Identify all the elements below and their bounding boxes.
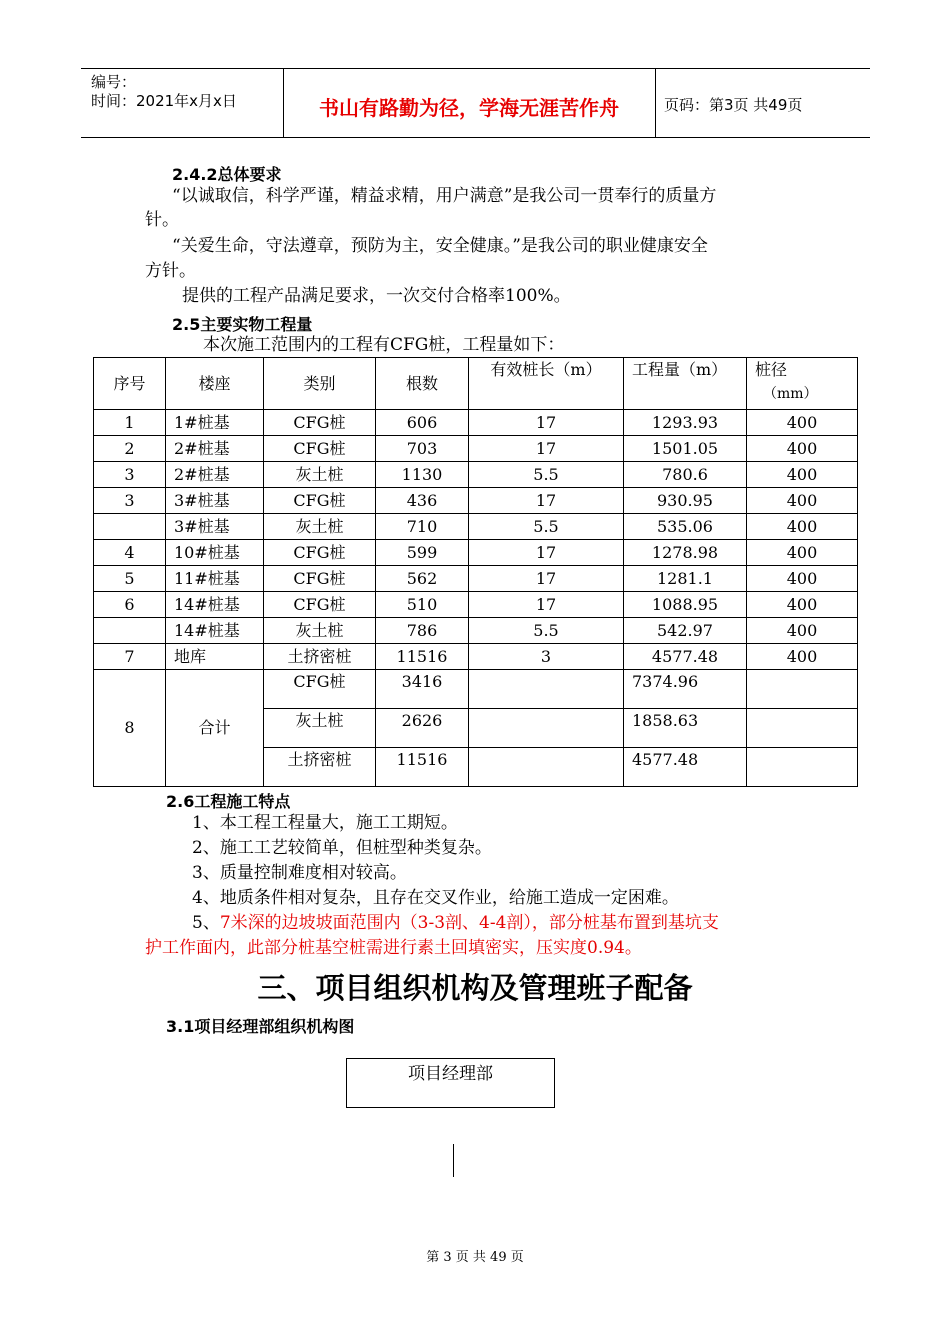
cell-length [469,748,624,787]
header-building: 楼座 [166,358,264,410]
table-row [94,436,858,462]
cell-count: 11516 [376,748,469,787]
header-diameter-unit: （mm） [763,386,818,402]
header-count: 根数 [376,358,469,410]
section-3-1-title: 3.1项目经理部组织机构图 [166,1017,355,1036]
table-row-total [94,670,858,709]
cell-quantity: 7374.96 [624,670,747,709]
cell-quantity: 535.06 [624,514,747,540]
cell-count: 1130 [376,462,469,488]
cell-type: CFG桩 [264,670,376,709]
header-page-info: 页码：第3页 共49页 [664,96,803,114]
cell-building: 2#桩基 [166,436,264,462]
cell-type: CFG桩 [264,436,376,462]
section-2-4-2-title: 2.4.2总体要求 [172,165,282,184]
feature-item: 3、质量控制难度相对较高。 [192,863,407,883]
cell-quantity: 4577.48 [624,748,747,787]
cell-quantity: 1293.93 [624,410,747,436]
cell-diameter [747,709,858,748]
cell-quantity: 780.6 [624,462,747,488]
section-2-6-title: 2.6工程施工特点 [166,792,291,811]
cell-no: 3 [94,462,166,488]
cell-count: 436 [376,488,469,514]
cell-count: 2626 [376,709,469,748]
cell-no: 6 [94,592,166,618]
paragraph-safety-policy: “关爱生命，守法遵章，预防为主，安全健康。”是我公司的职业健康安全 [172,236,708,256]
cell-building: 2#桩基 [166,462,264,488]
page-footer: 第 3 页 共 49 页 [426,1250,524,1265]
cell-quantity: 1088.95 [624,592,747,618]
cell-building: 11#桩基 [166,566,264,592]
cell-length: 17 [469,566,624,592]
org-chart-connector [453,1144,454,1177]
table-row [94,514,858,540]
cell-diameter: 400 [747,488,858,514]
table-intro: 本次施工范围内的工程有CFG桩，工程量如下： [203,335,565,355]
header-diameter [747,358,858,410]
cell-building: 3#桩基 [166,488,264,514]
cell-length: 3 [469,644,624,670]
header-quantity: 工程量（m） [624,358,747,410]
cell-type: CFG桩 [264,566,376,592]
paragraph-pass-rate: 提供的工程产品满足要求，一次交付合格率100%。 [182,286,571,306]
cell-no [94,618,166,644]
section-2-5-title: 2.5主要实物工程量 [172,315,313,334]
header-diameter-label: 桩径 [755,360,788,379]
table-row [94,592,858,618]
cell-length: 17 [469,436,624,462]
cell-type: 灰土桩 [264,462,376,488]
cell-building: 地库 [166,644,264,670]
paragraph-quality-policy-cont: 针。 [145,210,179,230]
cell-type: CFG桩 [264,540,376,566]
serial-label: 编号： [91,73,137,91]
cell-type: CFG桩 [264,592,376,618]
cell-length [469,709,624,748]
cell-type: 灰土桩 [264,618,376,644]
cell-diameter: 400 [747,462,858,488]
cell-no: 7 [94,644,166,670]
cell-building: 1#桩基 [166,410,264,436]
paragraph-safety-policy-cont: 方针。 [145,261,196,281]
cell-length: 17 [469,488,624,514]
cell-building: 3#桩基 [166,514,264,540]
cell-type: 灰土桩 [264,709,376,748]
cell-count: 510 [376,592,469,618]
cell-diameter [747,670,858,709]
cell-type: CFG桩 [264,488,376,514]
header-motto: 书山有路勤为径，学海无涯苦作舟 [319,96,619,120]
cell-count: 599 [376,540,469,566]
header-left [91,73,237,111]
cell-no: 3 [94,488,166,514]
cell-diameter: 400 [747,592,858,618]
cell-count: 606 [376,410,469,436]
header-type: 类别 [264,358,376,410]
cell-length: 17 [469,540,624,566]
cell-count: 11516 [376,644,469,670]
cell-type: CFG桩 [264,410,376,436]
cell-length: 17 [469,410,624,436]
cell-length: 17 [469,592,624,618]
cell-diameter: 400 [747,436,858,462]
cell-quantity: 4577.48 [624,644,747,670]
cell-count: 562 [376,566,469,592]
cell-quantity: 930.95 [624,488,747,514]
cell-type: 土挤密桩 [264,748,376,787]
cell-diameter: 400 [747,566,858,592]
cell-type: 土挤密桩 [264,644,376,670]
feature-item: 4、地质条件相对复杂，且存在交叉作业，给施工造成一定困难。 [192,888,679,908]
cell-diameter [747,748,858,787]
feature-item-5-cont: 护工作面内，此部分桩基空桩需进行素土回填密实，压实度0.94。 [145,938,642,958]
cell-diameter: 400 [747,618,858,644]
chapter-3-title: 三、项目组织机构及管理班子配备 [257,971,693,1005]
cell-quantity: 1281.1 [624,566,747,592]
cell-count: 703 [376,436,469,462]
cell-diameter: 400 [747,644,858,670]
total-no: 8 [94,670,166,787]
paragraph-quality-policy: “以诚取信，科学严谨，精益求精，用户满意”是我公司一贯奉行的质量方 [172,186,717,206]
cell-count: 3416 [376,670,469,709]
cell-quantity: 1858.63 [624,709,747,748]
table-row [94,566,858,592]
table-row [94,462,858,488]
table-row [94,618,858,644]
table-row [94,410,858,436]
feature-item: 1、本工程工程量大，施工工期短。 [192,813,458,833]
cell-quantity: 542.97 [624,618,747,644]
table-row [94,540,858,566]
cell-building: 10#桩基 [166,540,264,566]
cell-no: 2 [94,436,166,462]
cell-building: 14#桩基 [166,618,264,644]
table-header-row [94,358,858,410]
header-length: 有效桩长（m） [469,358,624,410]
cell-type: 灰土桩 [264,514,376,540]
cell-no: 5 [94,566,166,592]
feature-item: 2、施工工艺较简单，但桩型种类复杂。 [192,838,492,858]
date-label: 时间：2021年x月x日 [91,92,237,110]
total-label: 合计 [166,670,264,787]
cell-length [469,670,624,709]
cell-building: 14#桩基 [166,592,264,618]
cell-count: 786 [376,618,469,644]
header-no: 序号 [94,358,166,410]
cell-length: 5.5 [469,514,624,540]
cell-count: 710 [376,514,469,540]
cell-no: 1 [94,410,166,436]
cell-diameter: 400 [747,410,858,436]
page-header [81,68,870,138]
feature-item-5-number: 5、 [192,913,220,933]
quantity-table [93,357,858,787]
cell-length: 5.5 [469,462,624,488]
table-row [94,644,858,670]
cell-no: 4 [94,540,166,566]
cell-diameter: 400 [747,540,858,566]
cell-quantity: 1501.05 [624,436,747,462]
cell-length: 5.5 [469,618,624,644]
cell-no [94,514,166,540]
org-chart-box: 项目经理部 [346,1058,555,1108]
header-divider [655,69,656,137]
table-row [94,488,858,514]
cell-diameter: 400 [747,514,858,540]
cell-quantity: 1278.98 [624,540,747,566]
feature-item-5 [192,911,719,936]
feature-item-5-text: 7米深的边坡坡面范围内（3-3剖、4-4剖），部分桩基布置到基坑支 [219,913,719,933]
